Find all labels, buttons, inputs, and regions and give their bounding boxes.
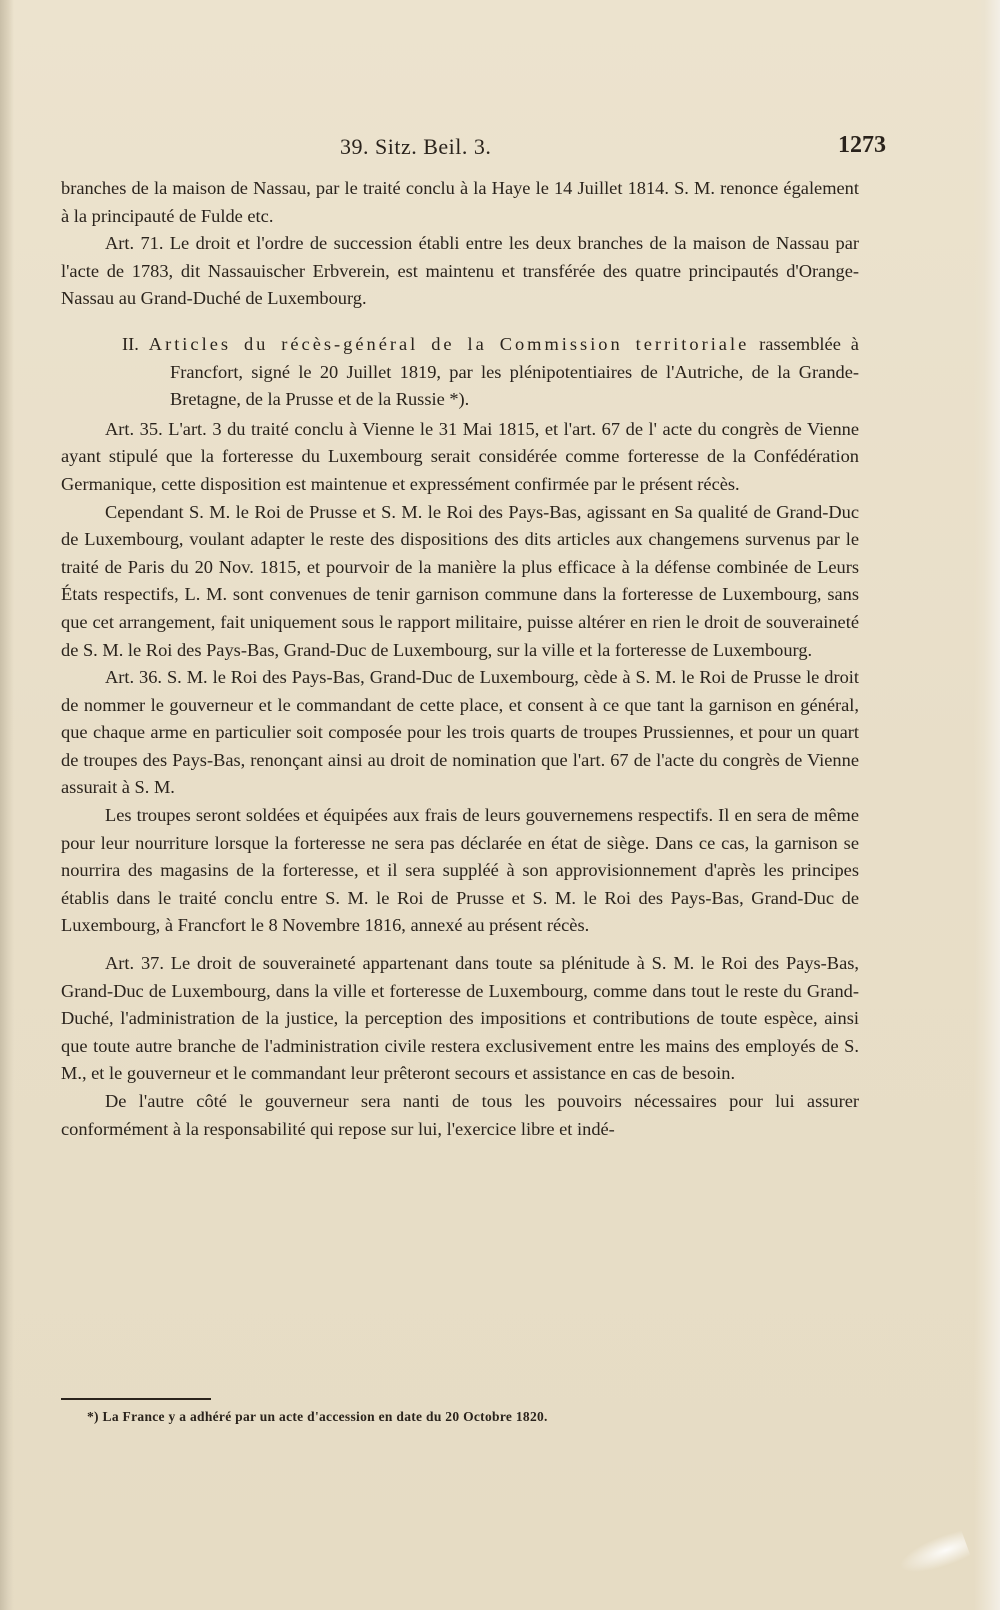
body-text <box>61 175 859 1143</box>
paragraph-gouverneur: De l'autre côté le gouverneur sera nanti de tous les pouvoirs nécessaires pour lui assurer conformément à la responsabilité qui repose sur lui, l'exercice libre et indé- <box>61 1091 859 1139</box>
paragraph-troupes: Les troupes seront soldées et équipées aux frais de leurs gouvernemens respectifs. Il en sera de même pour leur nourriture lorsque la forteresse ne sera pas déclarée en état de siège. Dans ce cas, la garnison se nourrira des magasins de la forteresse, et il sera suppléé à son approvisionnement d'après les principes établis dans le traité conclu entre S. M. le Roi de Prusse et S. M. le Roi des Pays-Bas, Grand-Duc de Luxembourg, à Francfort le 8 Novembre 1816, annexé au présent récès. <box>61 805 859 936</box>
page-number: 1273 <box>838 132 886 158</box>
section-title-continuation: rassemblée à Francfort, signé le 20 Juillet 1819, par les plénipotentiaires de l'Autriche, de la Grande-Bretagne, de la Prusse et de la Russie *). <box>170 333 859 410</box>
section-title: Articles du récès-général de la Commission territoriale <box>148 333 750 354</box>
paragraph-1: branches de la maison de Nassau, par le traité conclu à la Haye le 14 Juillet 1814. S. M. renonce également à la principauté de Fulde etc. <box>61 178 859 226</box>
page-left-edge <box>0 0 14 1610</box>
page-right-edge <box>974 0 1000 1610</box>
section-label: II. <box>122 333 139 354</box>
paragraph-cependant: Cependant S. M. le Roi de Prusse et S. M. le Roi des Pays-Bas, agissant en Sa qualité de Grand-Duc de Luxembourg, voulant adapter le reste des dispositions des dits articles aux changemens survenus par le traité de Paris du 20 Nov. 1815, et pourvoir de la manière la plus efficace à la défense combinée de Leurs États respectifs, L. M. sont convenues de tenir garnison commune dans la forteresse de Luxembourg, sans que cet arrangement, fait uniquement sous le rapport militaire, puisse altérer en rien le droit de souveraineté de S. M. le Roi des Pays-Bas, Grand-Duc de Luxembourg, sur la ville et la forteresse de Luxembourg. <box>61 501 859 660</box>
paragraph-art-37: Art. 37. Le droit de souveraineté appartenant dans toute sa plénitude à S. M. le Roi des Pays-Bas, Grand-Duc de Luxembourg, dans la ville et forteresse de Luxembourg, comme dans tout le reste du Grand-Duché, l'administration de la justice, la perception des impositions et contributions de toute espèce, ainsi que toute autre branche de l'administration civile restera exclusivement entre les mains des employés de S. M., et le gouverneur et le commandant leur prêteront secours et assistance en cas de besoin. <box>61 953 859 1084</box>
footnote: *) La France y a adhéré par un acte d'accession en date du 20 Octobre 1820. <box>87 1409 548 1424</box>
paragraph-art-71: Art. 71. Le droit et l'ordre de succession établi entre les deux branches de la maison de Nassau par l'acte de 1783, dit Nassauischer Erbverein, est maintenu et transférée des quatre principautés d'Orange-Nassau au Grand-Duché de Luxembourg. <box>61 233 859 309</box>
page-header <box>60 132 886 168</box>
scan-smudge <box>895 1529 971 1581</box>
paragraph-art-36: Art. 36. S. M. le Roi des Pays-Bas, Grand-Duc de Luxembourg, cède à S. M. le Roi de Prusse le droit de nommer le gouverneur et le commandant de cette place, et consent à ce que tant la garnison en général, que chaque arme en particulier soit composée pour les trois quarts de troupes Prussiennes, et pour un quart de troupes des Pays-Bas, renonçant ainsi au droit de nomination que l'art. 67 de l'acte du congrès de Vienne assurait à S. M. <box>61 667 859 798</box>
footnote-divider <box>61 1398 211 1400</box>
section-heading <box>61 331 859 414</box>
paragraph-art-35: Art. 35. L'art. 3 du traité conclu à Vienne le 31 Mai 1815, et l'art. 67 de l' acte du congrès de Vienne ayant stipulé que la forteresse du Luxembourg serait considérée comme forteresse de la Confédération Germanique, cette disposition est maintenue et expressément confirmée par le présent récès. <box>61 418 859 494</box>
running-head: 39. Sitz. Beil. 3. <box>340 134 492 159</box>
